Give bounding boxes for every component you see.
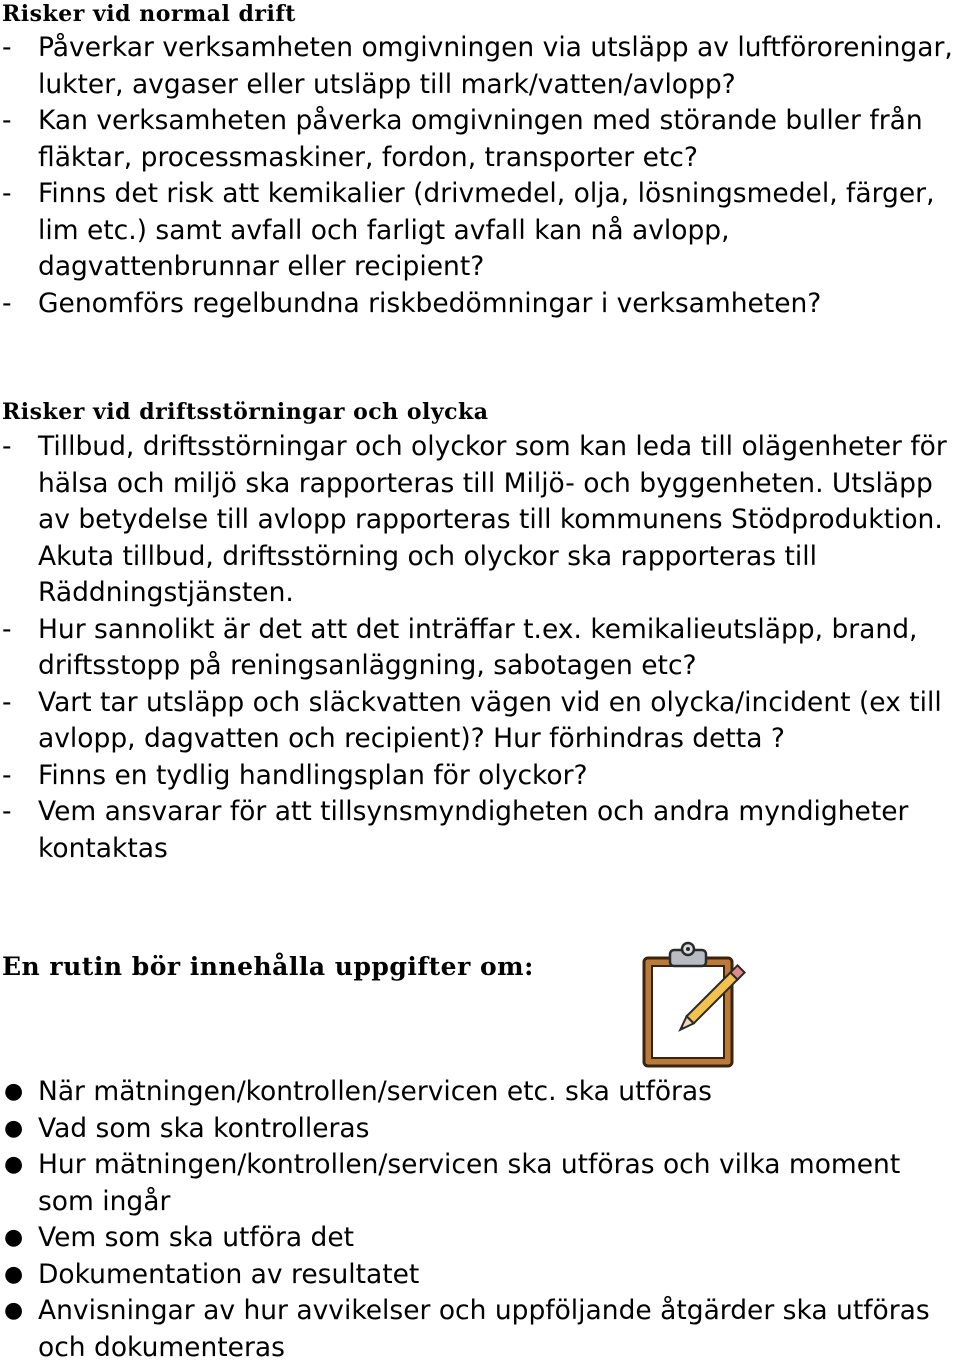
section-heading: Risker vid normal drift — [2, 1, 296, 27]
dash-marker: - — [2, 287, 12, 319]
list-item-text: Vem ansvarar för att tillsynsmyndigheten och andra myndigheter kontaktas — [38, 796, 909, 864]
dash-marker: - — [2, 686, 12, 718]
list-item — [0, 612, 960, 685]
list-item — [0, 176, 960, 286]
list-item — [0, 1147, 960, 1220]
section-rutin-list — [0, 1074, 960, 1366]
dash-marker: - — [2, 178, 12, 209]
section-heading: En rutin bör innehålla uppgifter om: — [2, 952, 534, 981]
list-item-text: Påverkar verksamheten omgivningen via utsläpp av luftföroreningar, lukter, avgaser eller utsläpp till mark/vatten/avlopp? — [38, 32, 953, 100]
section-normal-drift — [0, 0, 960, 322]
list-item-text: Dokumentation av resultatet — [38, 1258, 420, 1290]
list-item-text: Kan verksamheten påverka omgivningen med störande buller från fläktar, processmaskiner, fordon, transporter etc? — [38, 105, 923, 173]
dash-marker: - — [2, 105, 12, 136]
list-item — [0, 1293, 960, 1366]
list-item-text: Finns en tydlig handlingsplan för olyckor? — [38, 759, 588, 791]
list-item — [0, 429, 960, 612]
bullet-marker: ● — [4, 1115, 24, 1141]
list-item — [0, 1111, 960, 1148]
dash-marker: - — [2, 759, 12, 791]
list-item-text: Tillbud, driftsstörningar och olyckor som kan leda till olägenheter för hälsa och miljö ska rapporteras till Miljö- och byggenheten. Utsläpp av betydelse till avlopp rapporteras till kommunens Stödproduktion. Akuta tillbud, driftsstörning och olyckor ska rapporteras till Räddningstjänsten. — [38, 431, 947, 608]
list-item-text: Vart tar utsläpp och släckvatten vägen vid en olycka/incident (ex till avlopp, dagvatten och recipient)? Hur förhindras detta ? — [38, 686, 942, 754]
list-item-text: Finns det risk att kemikalier (drivmedel, olja, lösningsmedel, färger, lim etc.) samt avfall och farligt avfall kan nå avlopp, dagvattenbrunnar eller recipient? — [38, 178, 935, 282]
list-item-text: När mätningen/kontrollen/servicen etc. ska utföras — [38, 1076, 712, 1107]
section-driftsstorningar — [0, 398, 960, 867]
list-item — [0, 286, 960, 323]
list-item-text: Vad som ska kontrolleras — [38, 1112, 370, 1144]
list-item-text: Hur mätningen/kontrollen/servicen ska utföras och vilka moment som ingår — [38, 1149, 901, 1217]
dash-list — [0, 429, 960, 867]
list-item — [0, 1074, 960, 1111]
list-item — [0, 103, 960, 176]
bullet-marker: ● — [4, 1152, 24, 1177]
clipboard-pencil-icon — [638, 940, 748, 1070]
bullet-list — [0, 1074, 960, 1366]
dash-list — [0, 30, 960, 322]
list-item-text: Vem som ska utföra det — [38, 1222, 355, 1253]
list-item-text: Hur sannolikt är det att det inträffar t.ex. kemikalieutsläpp, brand, driftsstopp på reningsanläggning, sabotagen etc? — [38, 613, 918, 681]
list-item — [0, 794, 960, 867]
bullet-marker: ● — [4, 1225, 24, 1250]
list-item — [0, 1257, 960, 1294]
bullet-marker: ● — [4, 1261, 24, 1287]
list-item — [0, 685, 960, 758]
list-item — [0, 1220, 960, 1257]
dash-marker: - — [2, 613, 12, 645]
bullet-marker: ● — [4, 1298, 24, 1323]
section-rutin — [0, 953, 960, 981]
list-item — [0, 30, 960, 103]
dash-marker: - — [2, 796, 12, 827]
list-item-text: Anvisningar av hur avvikelser och uppföljande åtgärder ska utföras och dokumenteras — [38, 1295, 930, 1363]
section-heading: Risker vid driftsstörningar och olycka — [2, 399, 489, 425]
list-item-text: Genomförs regelbundna riskbedömningar i verksamheten? — [38, 287, 822, 319]
bullet-marker: ● — [4, 1079, 24, 1104]
list-item — [0, 758, 960, 795]
dash-marker: - — [2, 32, 12, 63]
dash-marker: - — [2, 431, 12, 462]
